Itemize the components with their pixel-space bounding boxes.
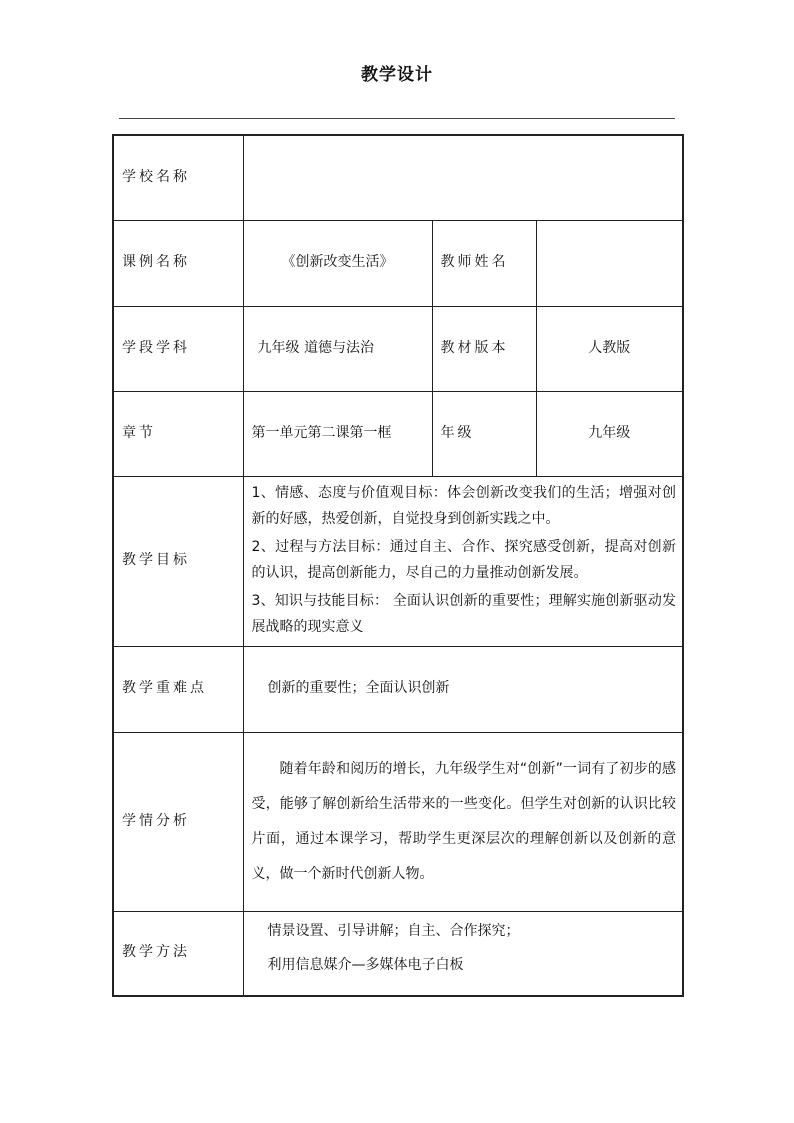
row-stage [113, 306, 683, 391]
method-line: 利用信息媒介—多媒体电子白板 [267, 956, 464, 973]
school-label: 学校名称 [113, 135, 243, 220]
goal-item: 3、知识与技能目标： 全面认识创新的重要性；理解实施创新驱动发展战略的现实意义 [251, 593, 676, 635]
method-line: 情景设置、引导讲解；自主、合作探究； [267, 922, 520, 939]
row-lesson [113, 220, 683, 306]
chapter-value: 第一单元第二课第一框 [243, 391, 432, 476]
edition-label: 教材版本 [432, 306, 536, 391]
goal-item: 2、过程与方法目标：通过自主、合作、探究感受创新，提高对创新的认识，提高创新能力，尽自己的力量推动创新发展。 [251, 539, 676, 581]
row-goals [113, 476, 683, 646]
stage-value: 九年级 道德与法治 [243, 306, 432, 391]
row-methods [113, 911, 683, 996]
methods-content [243, 911, 683, 996]
row-key-points [113, 646, 683, 732]
goals-label: 教学目标 [113, 476, 243, 646]
goals-content [243, 476, 683, 646]
teacher-value [536, 220, 683, 306]
grade-value: 九年级 [536, 391, 683, 476]
grade-label: 年级 [432, 391, 536, 476]
title-underline [119, 118, 675, 119]
row-analysis [113, 732, 683, 911]
lesson-label: 课例名称 [113, 220, 243, 306]
edition-value: 人教版 [536, 306, 683, 391]
key-points-label: 教学重难点 [113, 646, 243, 732]
analysis-content [243, 732, 683, 911]
goal-item: 1、情感、态度与价值观目标：体会创新改变我们的生活；增强对创新的好感，热爱创新，自觉投身到创新实践之中。 [251, 485, 676, 527]
lesson-value: 《创新改变生活》 [243, 220, 432, 306]
document-title: 教学设计 [361, 65, 433, 85]
lesson-info-table [112, 134, 684, 997]
key-points-value: 创新的重要性；全面认识创新 [243, 646, 683, 732]
teacher-label: 教师姓名 [432, 220, 536, 306]
row-chapter [113, 391, 683, 476]
stage-label: 学段学科 [113, 306, 243, 391]
chapter-label: 章节 [113, 391, 243, 476]
row-school [113, 135, 683, 220]
methods-label: 教学方法 [113, 911, 243, 996]
school-value [243, 135, 683, 220]
analysis-text: 随着年龄和阅历的增长，九年级学生对“创新”一词有了初步的感受，能够了解创新给生活带来的一些变化。但学生对创新的认识比较片面，通过本课学习，帮助学生更深层次的理解创新以及创新的意义，做一个新时代创新人物。 [251, 760, 676, 882]
analysis-label: 学情分析 [113, 732, 243, 911]
